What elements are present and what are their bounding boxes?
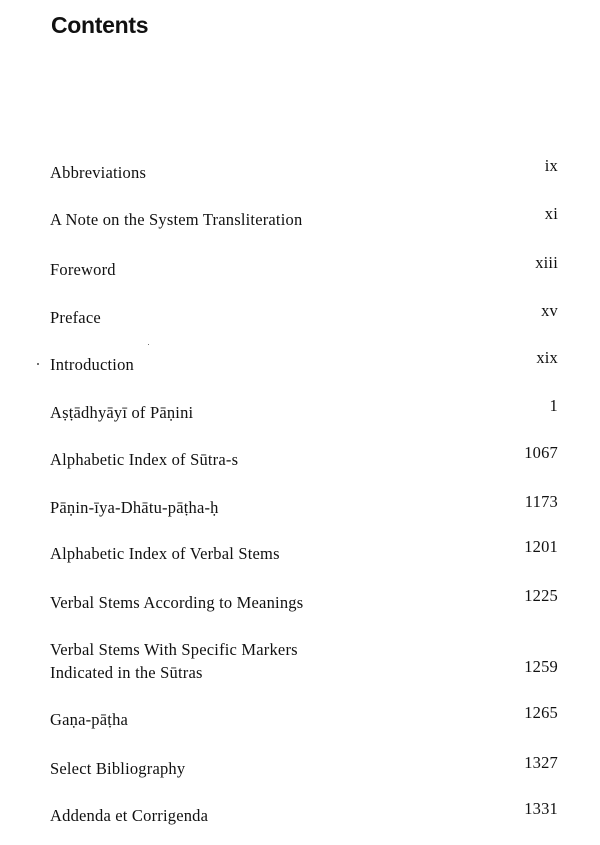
toc-entry [50,443,558,471]
page-title: Contents [51,12,149,38]
toc-entry-title: Verbal Stems With Specific Markers Indicated in the Sūtras [50,640,298,682]
toc-entry-page: 1265 [524,703,558,722]
scan-speck [37,363,39,365]
toc-entry-page: 1067 [524,443,558,462]
toc-entry [50,586,558,614]
toc-entry [50,204,558,231]
toc-entry [50,537,558,565]
toc-entry-title: Alphabetic Index of Verbal Stems [50,544,280,563]
toc-entry-page: xix [536,348,558,367]
toc-entry-page: 1331 [524,799,558,818]
toc-entry-title: Abbreviations [50,163,147,182]
toc-entry [50,703,558,731]
toc-entry [50,396,558,424]
toc-entry [50,348,558,376]
toc-entry-title: Aṣṭādhyāyī of Pāṇini [50,403,194,422]
toc-entry-page: xv [541,301,558,320]
toc-entry [50,301,558,329]
toc-entry-page: 1 [549,396,558,415]
toc-entry [50,753,558,780]
scan-speck [148,344,149,345]
toc-entry-title: Alphabetic Index of Sūtra-s [50,450,239,469]
toc-entry-page: xi [544,204,558,223]
toc-entry-title: Verbal Stems According to Meanings [50,593,304,612]
toc-entry-title: Gaṇa-pāṭha [50,710,129,729]
toc-entry [50,253,558,281]
toc-entry-page: ix [544,156,558,175]
toc-entry [50,156,558,184]
toc-entry-title: Introduction [50,355,134,374]
toc-entry-title: Pāṇin-īya-Dhātu-pāṭha-ḥ [50,498,219,517]
toc-entry-page: 1173 [524,492,558,511]
toc-entry-page: 1327 [524,753,558,772]
toc-entry-page: 1225 [524,586,558,605]
toc-entry-title: A Note on the System Transliteration [50,210,303,229]
toc-entry-title: Select Bibliography [50,759,186,778]
toc-entry-page: 1259 [524,657,558,676]
toc-entry-title: Foreword [50,260,116,279]
toc-entry-page: xiii [535,253,558,272]
toc-entry-title: Addenda et Corrigenda [50,806,209,825]
toc-entry [50,799,558,827]
toc-entry [50,638,558,684]
toc-entry [50,492,558,519]
toc-entry-title: Preface [50,308,101,327]
toc-entry-page: 1201 [524,537,558,556]
